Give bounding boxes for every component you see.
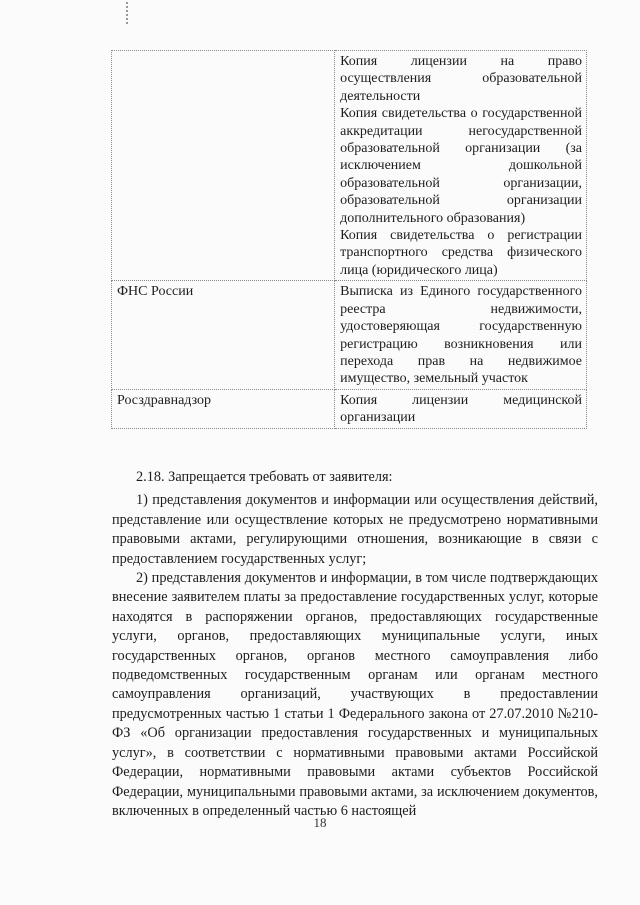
agency-cell: ФНС России [112, 281, 335, 389]
document-entry: Копия лицензии медицинской организации [340, 392, 582, 426]
scan-artifact [126, 2, 130, 24]
table-row [112, 281, 587, 389]
agency-cell: Росздравнадзор [112, 389, 335, 428]
documents-cell [335, 281, 587, 389]
document-entry: Копия свидетельства о регистрации транспортного средства физического лица (юридического лица) [340, 228, 582, 278]
section-heading: 2.18. Запрещается требовать от заявителя: [136, 469, 393, 485]
agency-cell [112, 51, 335, 281]
table-row [112, 51, 587, 281]
paragraph: 2) представления документов и информации, в том числе подтверждающих внесение заявителем платы за предоставление государственных услуг, которые находятся в распоряжении органов, предоставляющих государственные услуги, органов, предоставляющих муниципальные услуги, иных государственных органов, органов местного самоуправления либо подведомственных государственным органам или органам местного самоуправления организаций, участвующих в предоставлении предусмотренных частью 1 статьи 1 Федерального закона от 27.07.2010 №210-ФЗ «Об организации предоставления государственных и муниципальных услуг», в соответствии с нормативными правовыми актами Российской Федерации, нормативными правовыми актами субъектов Российской Федерации, муниципальными правовыми актами, за исключением документов, включенных в определенный частью 6 настоящей [112, 570, 598, 819]
document-entry: Выписка из Единого государственного реестра недвижимости, удостоверяющая государственную регистрацию возникновения или перехода прав на недвижимое имущество, земельный участок [340, 284, 582, 387]
documents-cell [335, 51, 587, 281]
documents-table [111, 50, 587, 429]
page-number: 18 [313, 815, 327, 830]
documents-cell [335, 389, 587, 428]
paragraph: 1) представления документов и информации или осуществления действий, представление или осуществление которых не предусмотрено нормативными правовыми актами, регулирующими отношения, возникающие в связи с предоставлением государственных услуг; [112, 492, 598, 567]
document-entry: Копия лицензии на право осуществления образовательной деятельности [340, 54, 582, 104]
table-row [112, 389, 587, 428]
body-text [112, 468, 598, 821]
document-entry: Копия свидетельства о государственной аккредитации негосударственной образовательной организации (за исключением дошкольной образовательной организации, образовательной организации дополнительного образования) [340, 106, 582, 226]
